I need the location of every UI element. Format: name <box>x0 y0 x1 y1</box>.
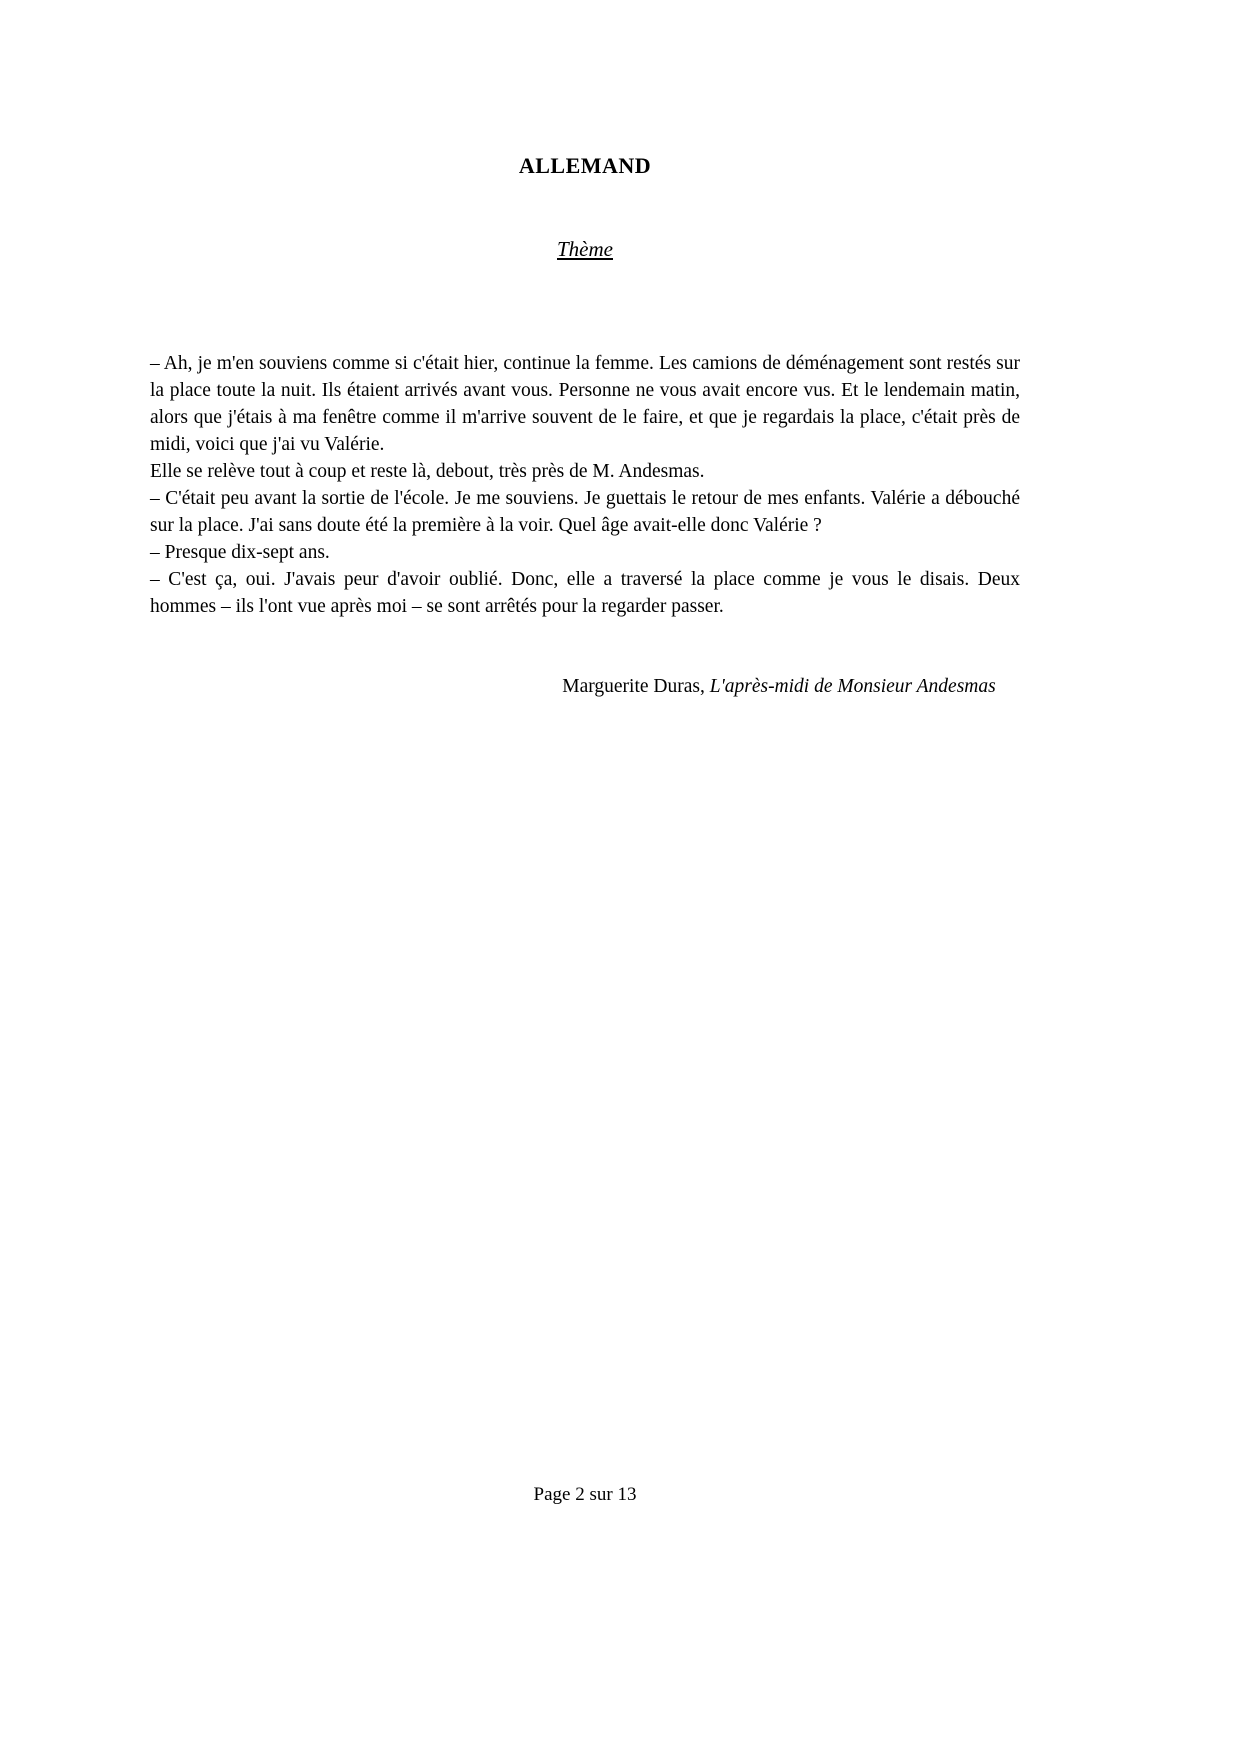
paragraph: – Presque dix-sept ans. <box>150 542 330 563</box>
passage <box>150 350 1020 620</box>
paragraph: – Ah, je m'en souviens comme si c'était hier, continue la femme. Les camions de déménagement sont restés sur la place toute la nuit. Ils étaient arrivés avant vous. Personne ne vous avait encore vus. Et le lendemain matin, alors que j'étais à ma fenêtre comme il m'arrive souvent de le faire, et que je regardais la place, c'était près de midi, voici que j'ai vu Valérie. <box>150 353 1020 455</box>
page-title: ALLEMAND <box>518 153 652 178</box>
page-number: Page 2 sur 13 <box>533 1484 637 1505</box>
attribution <box>150 676 1214 698</box>
attribution-author: Marguerite Duras, <box>562 676 710 697</box>
paragraph: – C'est ça, oui. J'avais peur d'avoir oublié. Donc, elle a traversé la place comme je vous le disais. Deux hommes – ils l'ont vue après moi – se sont arrêtés pour la regarder passer. <box>150 569 1020 617</box>
paragraph: Elle se relève tout à coup et reste là, debout, très près de M. Andesmas. <box>150 461 705 482</box>
page-content <box>150 0 1020 698</box>
section-subtitle: Thème <box>557 237 613 261</box>
attribution-work-title: L'après-midi de Monsieur Andesmas <box>709 676 996 697</box>
paragraph: – C'était peu avant la sortie de l'école. Je me souviens. Je guettais le retour de mes enfants. Valérie a débouché sur la place. J'ai sans doute été la première à la voir. Quel âge avait-elle donc Valérie ? <box>150 488 1020 536</box>
